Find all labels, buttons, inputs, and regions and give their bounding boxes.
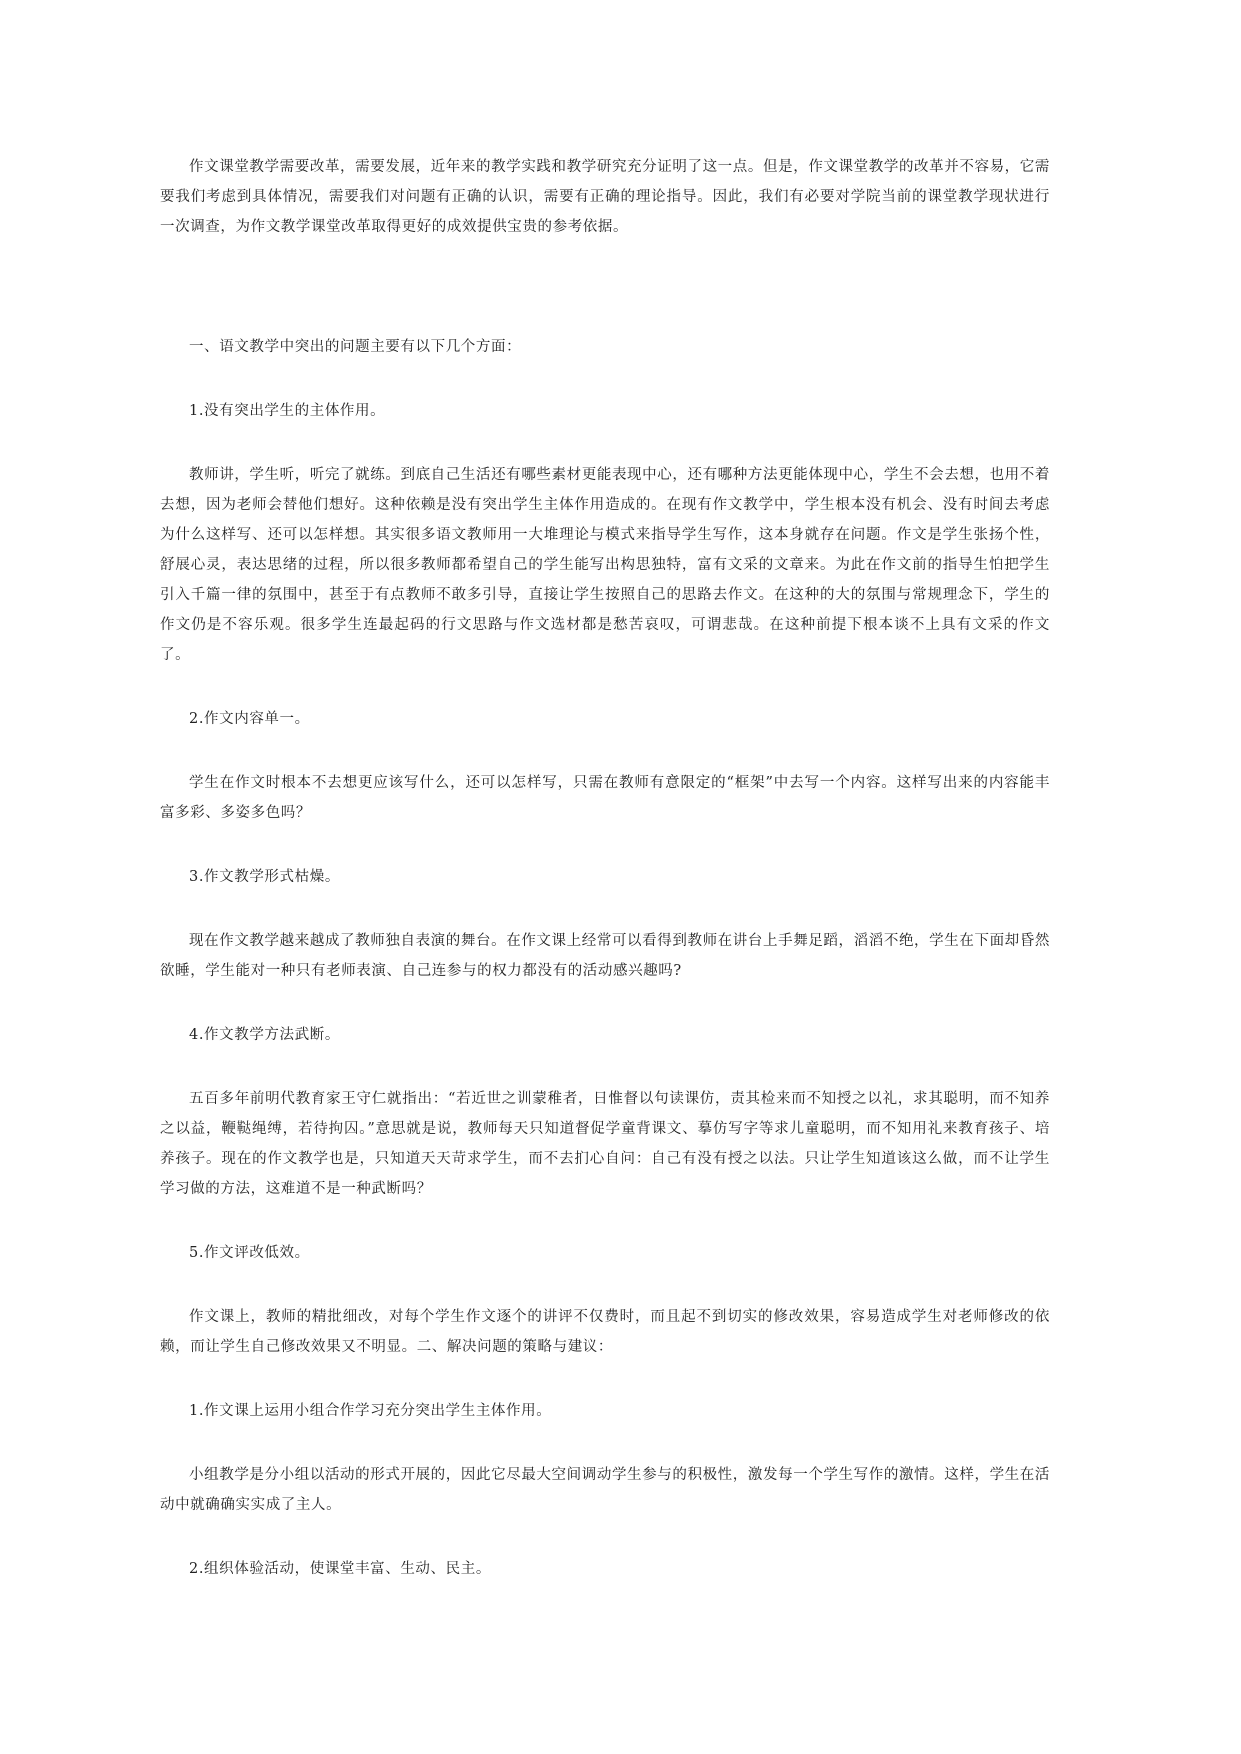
spacer [160, 1362, 1050, 1396]
spacer [160, 242, 1050, 332]
problem-2-heading: 2.作文内容单一。 [189, 711, 310, 727]
spacer [160, 670, 1050, 704]
problem-4-heading: 4.作文教学方法武断。 [189, 1027, 340, 1043]
spacer [160, 1426, 1050, 1460]
spacer [160, 362, 1050, 396]
problem-5-body: 作文课上，教师的精批细改，对每个学生作文逐个的讲评不仅费时，而且起不到切实的修改效果，容易造成学生对老师修改的依赖，而让学生自己修改效果又不明显。二、解决问题的策略与建议： [160, 1309, 1050, 1355]
problem-1-body: 教师讲，学生听，听完了就练。到底自己生活还有哪些素材更能表现中心，还有哪种方法更能体现中心，学生不会去想，也用不着去想，因为老师会替他们想好。这种依赖是没有突出学生主体作用造成的。在现有作文教学中，学生根本没有机会、没有时间去考虑为什么这样写、还可以怎样想。其实很多语文教师用一大堆理论与模式来指导学生写作，这本身就存在问题。作文是学生张扬个性，舒展心灵，表达思绪的过程，所以很多教师都希望自己的学生能写出构思独特，富有文采的文章来。为此在作文前的指导生怕把学生引入千篇一律的氛围中，甚至于有点教师不敢多引导，直接让学生按照自己的思路去作文。在这种的大的氛围与常规理念下，学生的作文仍是不容乐观。很多学生连最起码的行文思路与作文选材都是愁苦哀叹，可谓悲哉。在这种前提下根本谈不上具有文采的作文了。 [160, 467, 1050, 663]
spacer [160, 986, 1050, 1020]
strategy-1-heading: 1.作文课上运用小组合作学习充分突出学生主体作用。 [189, 1403, 552, 1419]
spacer [160, 892, 1050, 926]
problem-4-body: 五百多年前明代教育家王守仁就指出：“若近世之训蒙稚者，日惟督以句读课仿，责其检来而不知授之以礼，求其聪明，而不知养之以益，鞭鞑绳缚，若待拘囚。”意思就是说，教师每天只知道督促学童背课文、摹仿写字等求儿童聪明，而不知用礼来教育孩子、培养孩子。现在的作文教学也是，只知道天天苛求学生，而不去扪心自问：自己有没有授之以法。只让学生知道该这么做，而不让学生学习做的方法，这难道不是一种武断吗？ [160, 1091, 1050, 1197]
spacer [160, 426, 1050, 460]
problem-3-body: 现在作文教学越来越成了教师独自表演的舞台。在作文课上经常可以看得到教师在讲台上手舞足蹈，滔滔不绝，学生在下面却昏然欲睡，学生能对一种只有老师表演、自己连参与的权力都没有的活动感兴趣吗? [160, 933, 1050, 979]
problem-5-heading: 5.作文评改低效。 [189, 1245, 310, 1261]
section-heading-problems: 一、语文教学中突出的问题主要有以下几个方面： [189, 339, 522, 355]
intro-paragraph: 作文课堂教学需要改革，需要发展，近年来的教学实践和教学研究充分证明了这一点。但是，作文课堂教学的改革并不容易，它需要我们考虑到具体情况，需要我们对问题有正确的认识，需要有正确的理论指导。因此，我们有必要对学院当前的课堂教学现状进行一次调查，为作文教学课堂改革取得更好的成效提供宝贵的参考依据。 [160, 159, 1050, 235]
spacer [160, 828, 1050, 862]
problem-2-body: 学生在作文时根本不去想更应该写什么，还可以怎样写，只需在教师有意限定的“框架”中去写一个内容。这样写出来的内容能丰富多彩、多姿多色吗？ [160, 775, 1050, 821]
spacer [160, 1520, 1050, 1554]
spacer [160, 734, 1050, 768]
problem-3-heading: 3.作文教学形式枯燥。 [189, 869, 340, 885]
strategy-2-heading: 2.组织体验活动，使课堂丰富、生动、民主。 [189, 1561, 491, 1577]
problem-1-heading: 1.没有突出学生的主体作用。 [189, 403, 386, 419]
spacer [160, 1268, 1050, 1302]
document-page [160, 152, 1050, 1584]
spacer [160, 1050, 1050, 1084]
strategy-1-body: 小组教学是分小组以活动的形式开展的，因此它尽最大空间调动学生参与的积极性，激发每一个学生写作的激情。这样，学生在活动中就确确实实成了主人。 [160, 1467, 1050, 1513]
spacer [160, 1204, 1050, 1238]
